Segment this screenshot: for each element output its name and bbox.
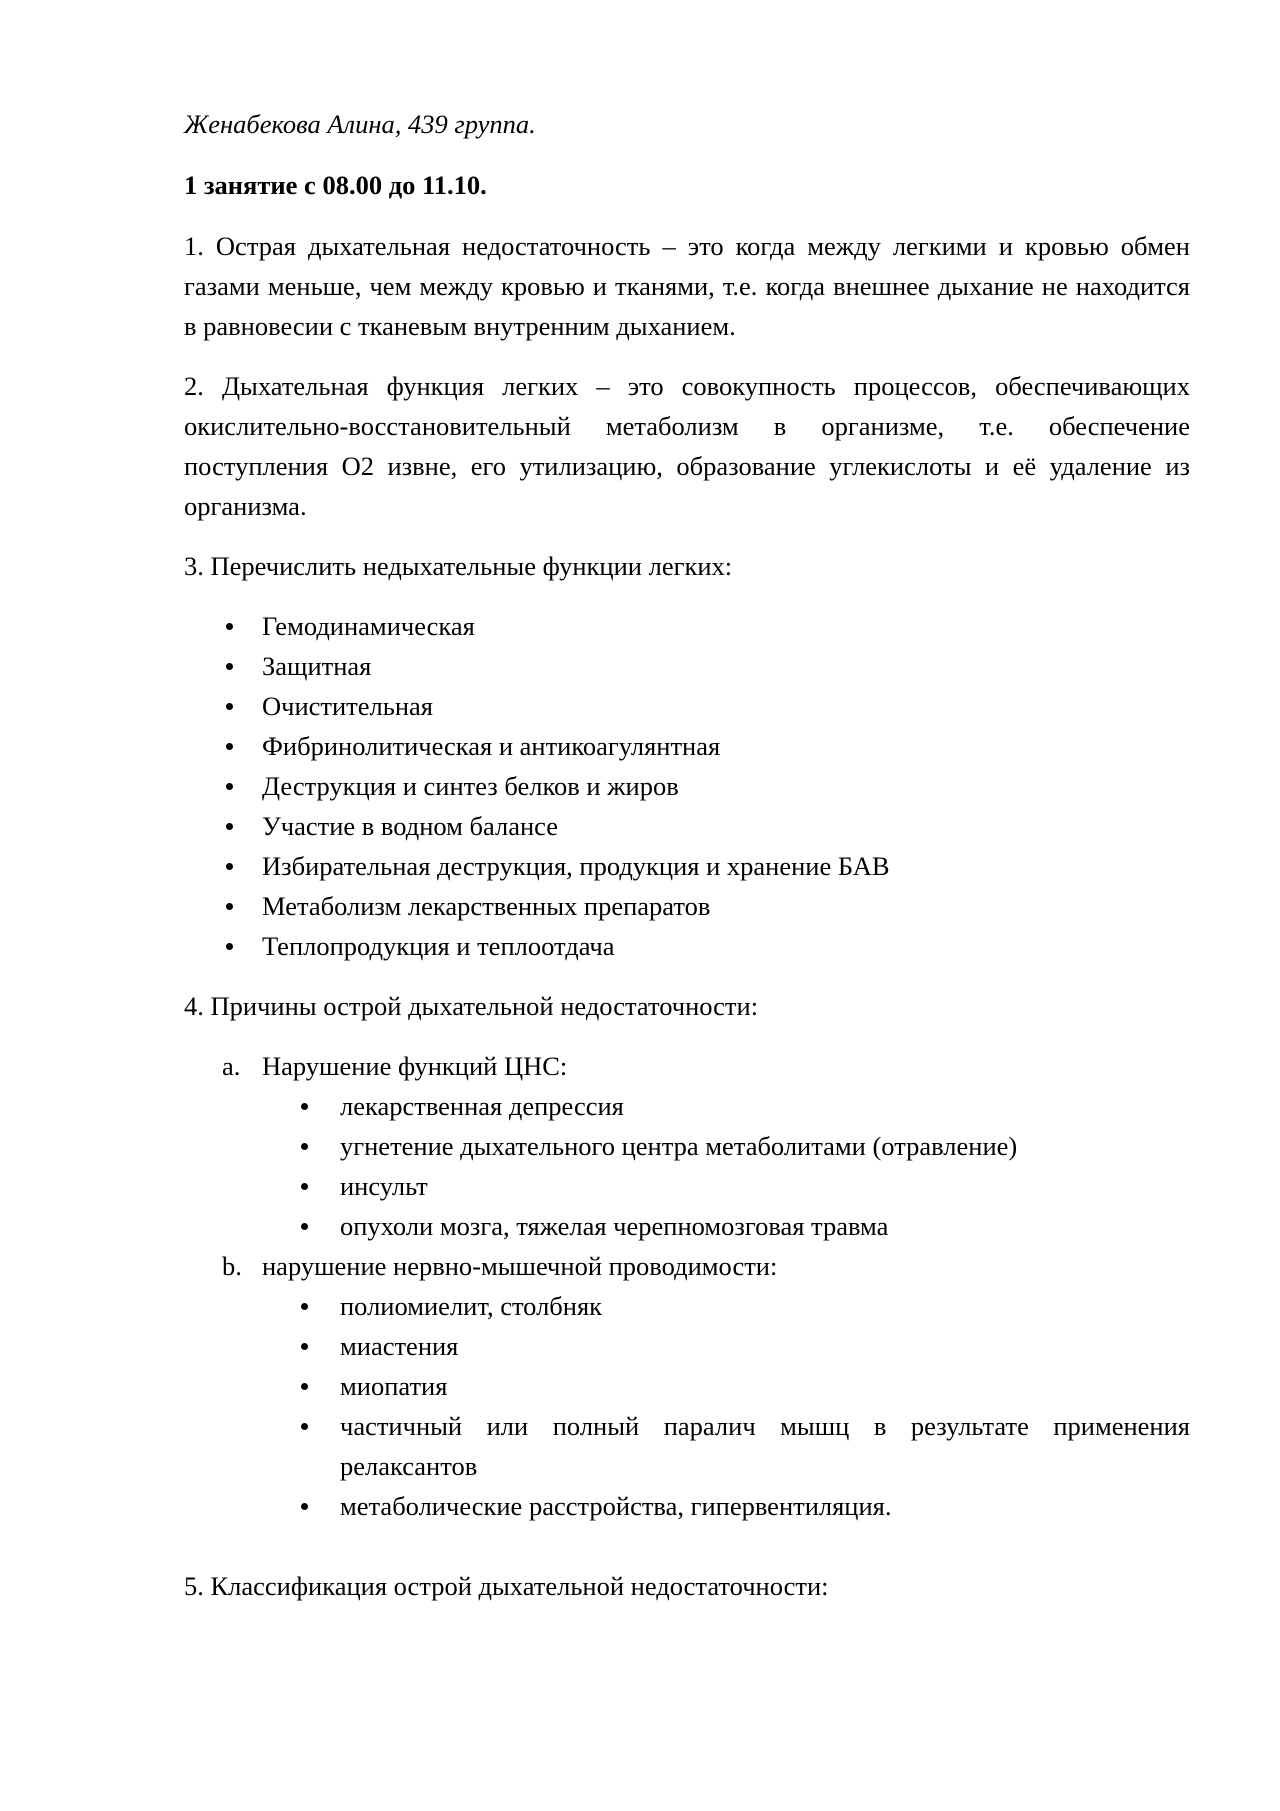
list-item: Гемодинамическая — [184, 606, 1190, 646]
bullet-icon — [226, 743, 233, 750]
bullet-icon — [301, 1103, 308, 1110]
bullet-icon — [226, 703, 233, 710]
cause-group-a — [184, 1046, 1190, 1246]
cause-group-title: Нарушение функций ЦНС: — [262, 1051, 568, 1081]
list-item: Метаболизм лекарственных препаратов — [184, 886, 1190, 926]
list-item: Теплопродукция и теплоотдача — [184, 926, 1190, 966]
bullet-icon — [301, 1143, 308, 1150]
question-2: 2. Дыхательная функция легких – это совокупность процессов, обеспечивающих окислительно-восстановительный метаболизм в организме, т.е. обеспечение поступления О2 извне, его утилизацию, образование углекислоты и её удаление из организма. — [184, 371, 1190, 521]
list-item: миастения — [184, 1326, 1190, 1366]
bullet-icon — [301, 1383, 308, 1390]
document-page — [184, 104, 1190, 1626]
list-item: полиомиелит, столбняк — [184, 1286, 1190, 1326]
bullet-icon — [301, 1503, 308, 1510]
list-item: Деструкция и синтез белков и жиров — [184, 766, 1190, 806]
list-marker: b. — [222, 1251, 242, 1281]
author-line: Женабекова Алина, 439 группа. — [184, 109, 536, 139]
list-item: инсульт — [184, 1166, 1190, 1206]
list-item: опухоли мозга, тяжелая черепномозговая травма — [184, 1206, 1190, 1246]
question-5-heading: 5. Классификация острой дыхательной недостаточности: — [184, 1571, 829, 1601]
list-item: миопатия — [184, 1366, 1190, 1406]
list-marker: a. — [222, 1051, 241, 1081]
lesson-heading: 1 занятие с 08.00 до 11.10. — [184, 170, 487, 200]
bullet-icon — [301, 1343, 308, 1350]
question-1: 1. Острая дыхательная недостаточность – это когда между легкими и кровью обмен газами меньше, чем между кровью и тканями, т.е. когда внешнее дыхание не находится в равновесии с тканевым внутренним дыханием. — [184, 231, 1190, 341]
list-item: Участие в водном балансе — [184, 806, 1190, 846]
bullet-icon — [226, 823, 233, 830]
bullet-icon — [301, 1183, 308, 1190]
list-item: лекарственная депрессия — [184, 1086, 1190, 1126]
bullet-icon — [226, 903, 233, 910]
cause-group-title: нарушение нервно-мышечной проводимости: — [262, 1251, 778, 1281]
question-3-heading: 3. Перечислить недыхательные функции легких: — [184, 551, 733, 581]
cause-group-b — [184, 1246, 1190, 1526]
list-item: Очистительная — [184, 686, 1190, 726]
nonrespiratory-functions-list — [184, 606, 1190, 966]
blank-line — [184, 1546, 1190, 1566]
list-item: Избирательная деструкция, продукция и хранение БАВ — [184, 846, 1190, 886]
causes-list — [184, 1046, 1190, 1526]
cause-sublist — [262, 1086, 1190, 1246]
bullet-icon — [301, 1423, 308, 1430]
list-item: Фибринолитическая и антикоагулянтная — [184, 726, 1190, 766]
list-item: угнетение дыхательного центра метаболитами (отравление) — [184, 1126, 1190, 1166]
bullet-icon — [226, 863, 233, 870]
bullet-icon — [226, 783, 233, 790]
list-item: Защитная — [184, 646, 1190, 686]
bullet-icon — [301, 1303, 308, 1310]
bullet-icon — [226, 943, 233, 950]
bullet-icon — [301, 1223, 308, 1230]
list-item: частичный или полный паралич мышц в результате применения релаксантов — [184, 1406, 1190, 1486]
list-item: метаболические расстройства, гипервентиляция. — [184, 1486, 1190, 1526]
bullet-icon — [226, 663, 233, 670]
cause-sublist — [262, 1286, 1190, 1526]
bullet-icon — [226, 623, 233, 630]
question-4-heading: 4. Причины острой дыхательной недостаточности: — [184, 991, 759, 1021]
